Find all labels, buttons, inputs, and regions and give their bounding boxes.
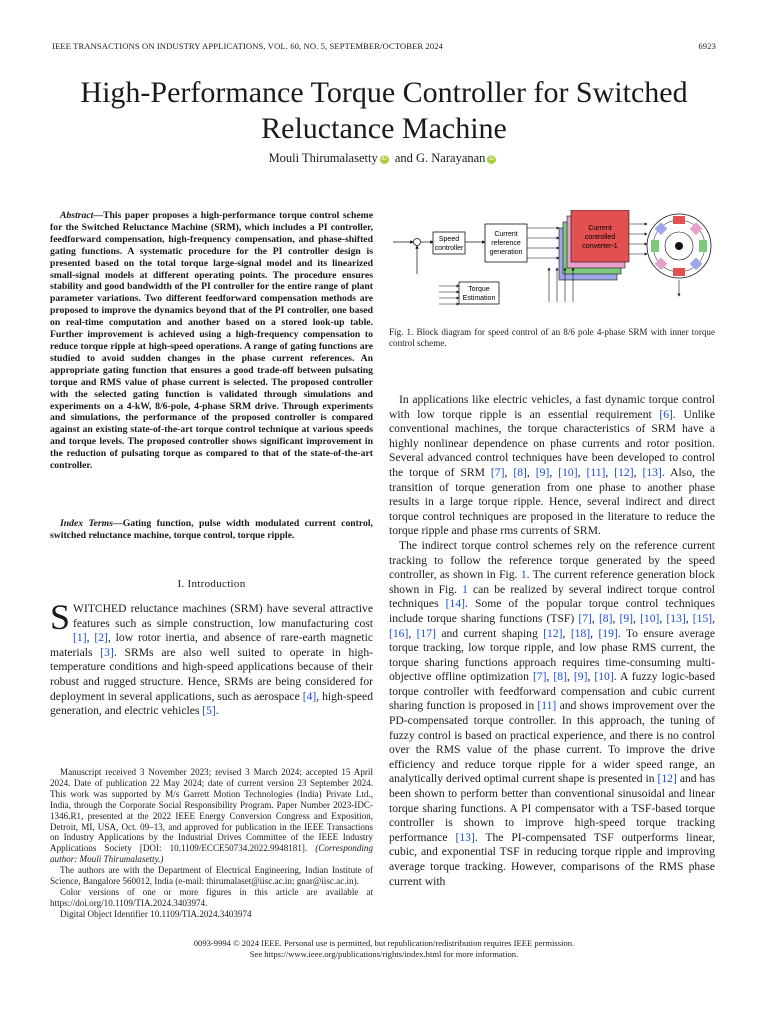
drop-cap: S	[50, 597, 71, 637]
footnote-doi: Digital Object Identifier 10.1109/TIA.2024.3403974	[60, 908, 252, 919]
torque-estimation-label: Torque	[468, 286, 490, 293]
current-ref-label: reference	[491, 240, 521, 247]
body-text: . Unlike conventional machines, the torque characteristics of SRM have a highly nonlinear dependence on phase currents and rotor position. Several advanced control techniques have been developed to control the torque of SRM	[389, 407, 715, 479]
citation-link[interactable]: [5]	[202, 704, 216, 718]
footnote-text: Manuscript received 3 November 2023; revised 3 March 2024; accepted 15 April 2024. Date of publication 22 May 2024; date of current version 23 September 2024. This work was supported by M/s Garrett Motion Technologies (India) Private Ltd., India, through the Corporate Social Responsibility Program. Paper Number 2023-IDC-1346.R1, presented at the 2022 IEEE Energy Conversion Congress and Exposition, Detroit, MI, USA, Oct. 09–13, and approved for publication in the IEEE Transactions on Industry Applications by the Industrial Drives Committee of the IEEE Industry Applications Society [DOI: 10.1109/ECCE50734.2022.9948181].	[50, 767, 373, 854]
body-paragraph: The indirect torque control schemes rely on the reference current tracking to follow the reference torque generated by the speed controller, as shown in Fig. 1. The current reference generation block shown in Fig. 1 can be realized by several indirect torque control techniques [14]. Some of the popular torque control techniques include torque sharing functions (TSF) [7], [8], [9], [10], [13], [15], [16], [17] and current shaping [12], [18], [19]. To ensure average torque tracking, low torque ripple, and low phase RMS current, the torque sharing functions approach requires time-consuming multi-objective offline optimization [7], [8], [9], [10]. A fuzzy logic-based torque controller with feedforward compensation and cubic current sharing function is proposed in [11] and shows improvement over the PD-compensated torque controller. In this approach, the tuning of fuzzy control is based on practical experience, and there is no control over the RMS value of the phase current. To improve the drive efficiency and reduce torque ripple for a wider speed range, an analytically derived optimal current shape is presented in [12] and has been shown to perform better than conventional sinusoidal and linear torque sharing functions. A PI compensator with a TSF-based torque controller is shown to improve high-speed torque tracking performance [13]. The PI-compensated TSF outperforms linear, cubic, and exponential TSF in reducing torque ripple and improving average torque tracking. However, comparisons of the RMS phase current with	[389, 538, 716, 888]
rights-link[interactable]: See https://www.ieee.org/publications/rights/index.html for more information.	[249, 949, 519, 959]
paper-title	[40, 75, 728, 147]
citation-link[interactable]: [8]	[553, 670, 567, 684]
intro-text: , low rotor inertia, and absence of rare-earth magnetic materials	[50, 631, 373, 659]
footnote-affiliation: The authors are with the Department of Electrical Engineering, Indian Institute of Science, Bangalore 560012, India (e-mail: thirumalaset@iisc.ac.in; gnar@iisc.ac.in).	[50, 865, 373, 887]
index-terms	[50, 518, 373, 542]
citation-link[interactable]: [10]	[594, 670, 614, 684]
body-text: . Also, the transition of torque generation from one phase to another phase results in a large torque ripple. Hence, several indirect and direct torque control techniques are proposed in the literature to reduce the torque ripple and phase rms currents of SRM.	[389, 465, 716, 538]
speed-controller-label: controller	[434, 245, 464, 252]
footnote-manuscript	[50, 767, 373, 865]
citation-link[interactable]: [12]	[657, 772, 677, 786]
citation-link[interactable]: [9]	[535, 465, 550, 479]
orcid-icon[interactable]: iD	[381, 156, 388, 162]
abstract-text: —This paper proposes a high-performance torque control scheme for the Switched Reluctance Machine (SRM), which includes a PI controller, feedforward compensation, high-frequency compensation, and phase-shifted gating functions. A systematic procedure for the PI controller design is presented based on the total torque large-signal model and its linearized small-signal models at different operating points. The procedure ensures stability and good bandwidth of the PI controller for the entire range of plant parameter variations. Two different feedforward compensation methods are proposed to improve the dynamics beyond that of the PI controller, one based on real-time computation and another based on a stored look-up table. Further improvement is achieved using a high-frequency compensation to reduce torque ripple at high-speed operations. A range of gating functions are studied to avoid sudden changes in the phase current references. An appropriate gating function that ensures a good trade-off between pulsating torque and RMS value of phase current is selected. The proposed controller with the selected gating function is validated through simulations and experiments on a 4-kW, 8/6-pole, 4-phase SRM drive. Through experiments and simulations, the performance of the proposed controller is compared against an existing state-of-the-art torque control technique at various speeds and torque levels. The proposed controller shows significant improvement in the reduction of pulsating torque as compared to that of the state-of-the-art controller.	[50, 210, 373, 472]
citation-link[interactable]: [7]	[490, 465, 505, 479]
body-text: . The current reference generation block shown in Fig.	[389, 568, 715, 596]
intro-text: WITCHED reluctance machines (SRM) have several attractive features such as simple construction, low manufacturing cost	[73, 602, 373, 630]
intro-text: ,	[86, 631, 95, 645]
intro-text: . SRMs are also well suited to operate in high-temperature conditions and high-speed applications because of their robust and rugged structure. Hence, SRMs are being considered for deployment in several applications, such as aerospace	[50, 645, 374, 703]
copyright-line: 0093-9994 © 2024 IEEE. Personal use is permitted, but republication/redistribution requires IEEE permission.	[193, 938, 575, 948]
abstract	[50, 210, 373, 472]
citation-link[interactable]: [15]	[692, 611, 713, 625]
body-text: and has been shown to perform better than conventional sinusoidal and linear torque sharing functions. A PI compensator with a TSF-based torque controller is shown to improve high-speed torque tracking performance	[389, 772, 715, 844]
section-heading: I. Introduction	[177, 578, 246, 590]
speed-controller-label: Speed	[438, 236, 460, 243]
figure-link[interactable]: 1	[462, 582, 468, 596]
citation-link[interactable]: [13]	[642, 465, 662, 479]
orcid-icon[interactable]: iD	[489, 156, 495, 162]
index-terms-text: —Gating function, pulse width modulated current control, switched reluctance machine, torque control, torque ripple.	[50, 518, 373, 541]
citation-link[interactable]: [9]	[573, 670, 588, 684]
body-text: and current shaping	[435, 626, 544, 640]
author-2: and G. Narayanan	[394, 151, 486, 165]
converter-label: controlled	[584, 234, 616, 241]
citation-link[interactable]: [17]	[416, 626, 436, 640]
torque-estimation-label: Estimation	[462, 295, 496, 302]
current-ref-label: Current	[494, 231, 518, 238]
figure-1-block-diagram	[389, 210, 715, 320]
converter-label: Current	[588, 225, 612, 232]
body-text: . The PI-compensated TSF outperforms linear, cubic, and exponential TSF in reducing torque ripple and improving average torque tracking. However, comparisons of the RMS phase current with	[389, 830, 715, 888]
converter-label: converter-1	[582, 243, 618, 250]
index-terms-label: Index Terms	[60, 518, 113, 529]
citation-link[interactable]: [18]	[570, 626, 591, 640]
citation-link[interactable]: [13]	[666, 611, 686, 625]
citation-link[interactable]: [6]	[659, 407, 673, 421]
title-line-1: High-Performance Torque Controller for Switched	[80, 76, 688, 109]
copyright-footer	[0, 938, 768, 960]
intro-text: .	[215, 704, 219, 718]
right-column-body	[389, 393, 715, 889]
citation-link[interactable]: [12]	[543, 626, 563, 640]
citation-link[interactable]: [8]	[598, 611, 613, 625]
intro-paragraph	[50, 597, 374, 719]
citation-link[interactable]: [11]	[537, 699, 557, 713]
page-number: 6923	[698, 41, 716, 51]
citation-link[interactable]: [10]	[640, 611, 660, 625]
figure-caption: Fig. 1. Block diagram for speed control of an 8/6 pole 4-phase SRM with inner torque control scheme.	[389, 327, 715, 348]
citation-link[interactable]: [9]	[619, 611, 634, 625]
author-1: Mouli Thirumalasetty	[268, 151, 378, 165]
body-text: The indirect torque control schemes rely on the reference current tracking to follow the reference torque generated by the speed controller, as shown in Fig.	[389, 538, 715, 582]
body-text: can be realized by several indirect torque control techniques	[389, 582, 715, 611]
citation-link[interactable]: [3]	[100, 645, 114, 659]
body-text: . A fuzzy logic-based torque controller with feedforward compensation and cubic current sharing function is proposed in	[389, 670, 716, 713]
corresponding-author: (Corresponding author: Mouli Thirumalasetty.)	[50, 843, 373, 865]
abstract-label: Abstract	[60, 210, 94, 221]
running-header	[52, 41, 716, 51]
footnote-color: Color versions of one or more figures in this article are available at https://doi.org/10.1109/TIA.2024.3403974.	[50, 886, 373, 908]
footnote	[50, 767, 373, 920]
citation-link[interactable]: [16]	[389, 626, 409, 640]
body-text: In applications like electric vehicles, a fast dynamic torque control with low torque ripple is an essential requirement	[389, 393, 715, 421]
citation-link[interactable]: [14]	[445, 597, 465, 611]
body-text: . To ensure average torque tracking, low torque ripple, and low phase RMS current, the torque sharing functions approach requires time-consuming multi-objective offline optimization	[389, 626, 716, 684]
body-text: and shows improvement over the PD-compensated torque controller. In this approach, the tuning of fuzzy control is based on practical experience, and there is no control over the RMS value of the phase current. To improve the drive efficiency and reduce torque ripple for a wider speed range, an analytically derived optimal current shape is presented in	[389, 699, 715, 786]
body-paragraph: In applications like electric vehicles, a fast dynamic torque control with low torque ripple is an essential requirement [6]. Unlike conventional machines, the torque characteristics of SRM have a highly nonlinear dependence on phase currents and rotor position. Several advanced control techniques have been developed to control the torque of SRM [7], [8], [9], [10], [11], [12], [13]. Also, the transition of torque generation from one phase to another phase results in a large torque ripple. Hence, several indirect and direct torque control techniques are proposed in the literature to reduce the torque ripple and phase rms currents of SRM.	[389, 393, 716, 538]
citation-link[interactable]: [19]	[598, 626, 618, 640]
intro-text: , high-speed generation, and electric vehicles	[50, 689, 373, 718]
citation-link[interactable]: [10]	[558, 465, 578, 479]
citation-link[interactable]: [7]	[532, 670, 547, 684]
title-line-2: Reluctance Machine	[261, 112, 507, 145]
citation-link[interactable]: [7]	[578, 611, 592, 625]
journal-name: IEEE TRANSACTIONS ON INDUSTRY APPLICATIONS, VOL. 60, NO. 5, SEPTEMBER/OCTOBER 2024	[52, 41, 444, 51]
current-ref-label: generation	[489, 249, 523, 256]
figure-link[interactable]: 1	[520, 568, 527, 582]
author-list	[0, 151, 768, 166]
citation-link[interactable]: [11]	[586, 465, 606, 479]
summing-junction	[414, 239, 421, 246]
citation-link[interactable]: [1]	[73, 631, 87, 645]
body-text: . Some of the popular torque control techniques include torque sharing functions (TSF)	[389, 597, 716, 625]
citation-link[interactable]: [2]	[94, 631, 108, 645]
citation-link[interactable]: [4]	[302, 689, 317, 703]
citation-link[interactable]: [8]	[513, 465, 527, 479]
citation-link[interactable]: [13]	[455, 830, 475, 844]
citation-link[interactable]: [12]	[614, 465, 634, 479]
